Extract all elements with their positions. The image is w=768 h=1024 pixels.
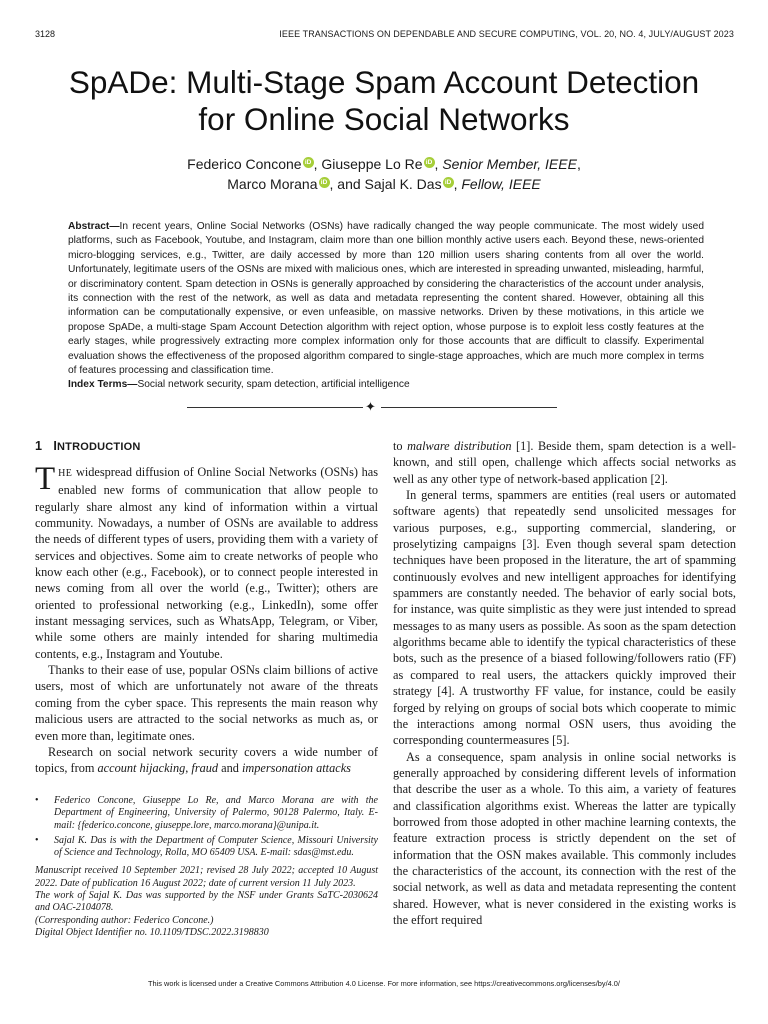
paragraph-text: and — [218, 761, 242, 776]
separator: , — [434, 156, 439, 172]
license-notice: This work is licensed under a Creative Commons Attribution 4.0 License. For more information, see https://creativecommons.org/licenses/by/4.0/ — [148, 979, 620, 988]
index-terms-text: Social network security, spam detection, artificial intelligence — [137, 379, 410, 390]
author-name: Marco Morana — [227, 176, 318, 192]
publication-meta — [35, 865, 378, 939]
section-number: 1 — [35, 439, 43, 453]
separator: , — [453, 176, 458, 192]
author-role: Senior Member, IEEE — [442, 156, 577, 172]
paragraph-text: [1]. Beside them, spam detection is a well-known, and still open, challenge which affects social networks as well as any other type of network-based application [2]. — [393, 439, 736, 486]
title-line-2: for Online Social Networks — [198, 101, 570, 137]
index-terms-label: Index Terms— — [68, 379, 138, 390]
emphasis: malware distribution — [407, 439, 512, 453]
paragraph — [393, 438, 736, 487]
emphasis: fraud — [191, 761, 219, 776]
footnotes — [35, 795, 378, 939]
paragraph — [35, 744, 378, 777]
title-line-1: SpADe: Multi-Stage Spam Account Detection — [68, 64, 700, 100]
paragraph: In general terms, spammers are entities (real users or automated software agents) that repeatedly send unsolicited messages for various purposes, e.g., supporting commercial, slandering, or proselytizing campaigns [3]. Even though several spam detection techniques have been proposed in the literature, the art of spamming continuously evolves and new intelligent approaches for identifying spammers are constantly needed. The behavior of early social bots, for instance, was quite simplistic as they were just intended to spread messages to as many users as possible. As soon as the spam detection algorithms became able to identify the typical characteristics of these bots, such as the presence of a biased following/followers ratio (FF) as compared to real users, the attackers quickly improved their strategy [4]. A trustworthy FF value, for instance, could be easily forged by relying on groups of social bots which cooperate to mimic the interactions among normal OSN users, thus avoiding the corresponding countermeasures [5]. — [393, 488, 736, 748]
orcid-icon[interactable]: iD — [424, 157, 435, 168]
smallcaps-lead: HE — [58, 468, 73, 479]
author-line-2 — [0, 174, 768, 194]
diamond-icon: ✦ — [365, 399, 376, 414]
bullet-icon: • — [35, 795, 39, 806]
orcid-icon[interactable]: iD — [443, 177, 454, 188]
author-role: Fellow, IEEE — [461, 176, 541, 192]
orcid-icon[interactable]: iD — [319, 177, 330, 188]
separator: , and — [329, 176, 361, 192]
section-title-rest: NTRODUCTION — [57, 441, 141, 453]
divider-rule — [187, 407, 363, 408]
page-number: 3128 — [35, 29, 56, 39]
footnote-text: Federico Concone, Giuseppe Lo Re, and Marco Morana are with the Department of Engineering, University of Palermo, 90128 Palermo, Italy. E-mail: {federico.concone, giuseppe.lore, marco.morana}@unipa.it. — [54, 795, 378, 831]
left-column — [35, 461, 378, 777]
emphasis: account hijacking — [97, 761, 186, 776]
emphasis: impersonation attacks — [241, 761, 351, 776]
paragraph: As a consequence, spam analysis in online social networks is generally approached by considering different levels of information that describe the user as a whole. To this aim, a variety of features and classification algorithms exist. Whereas the latter are typically borrowed from those adopted in other machine learning contexts, the feature extraction process is strictly dependent on the set of information that the OSN makes available. This commonly includes the characteristics of the account, its connection with the rest of the social network, as well as data and metadata representing the content shared. However, what is never considered in the existing works is the effort required — [393, 749, 736, 927]
footnote — [35, 835, 378, 860]
abstract-label: Abstract— — [68, 221, 120, 232]
author-name: Sajal K. Das — [364, 176, 442, 192]
index-terms — [68, 378, 704, 392]
doi[interactable]: Digital Object Identifier no. 10.1109/TDSC.2022.3198830 — [35, 926, 269, 938]
drop-cap: T — [35, 461, 56, 497]
separator: , — [313, 156, 318, 172]
paragraph — [35, 461, 378, 662]
paragraph: Thanks to their ease of use, popular OSNs claim billions of active users, most of which are unfortunately not aware of the threats coming from the cyber space. This represents the main reason why malicious users are attracted to the social networks as much as, or even more than, legitimate ones. — [35, 663, 378, 743]
footnote-text: Sajal K. Das is with the Department of Computer Science, Missouri University of Science and Technology, Rolla, MO 65409 USA. E-mail: sdas@mst.edu. — [54, 834, 378, 859]
paragraph-text: widespread diffusion of Online Social Networks (OSNs) has enabled new forms of communication that allow people to regularly share almost any kind of information within a virtual community. Nowadays, a number of OSNs are available to address the needs of different types of users, providing them with a variety of services and objectives. Some aim to create networks of people who know each other (e.g., Facebook), or to connect people interested in news coming from all over the world (e.g., Twitter); others are oriented to professional networking (e.g., LinkedIn), some offer instant messaging services, such as WhatsApp, Telegram, or Viber, while some others are mainly intended for sharing multimedia contents, e.g., Instagram and Youtube. — [35, 465, 378, 661]
funding-note: The work of Sajal K. Das was supported by the NSF under Grants SaTC-2030624 and OAC-2104078. — [35, 890, 378, 914]
author-name: Giuseppe Lo Re — [321, 156, 423, 172]
abstract-text: In recent years, Online Social Networks (OSNs) have radically changed the way people communicate. The most widely used platforms, such as Facebook, Youtube, and Instagram, claim more than one billion monthly active users each. Beyond these, news-oriented micro-blogging services, e.g., Twitter, are daily accessed by more than 120 million users sharing contents from all over the world. Unfortunately, legitimate users of the OSNs are mixed with malicious ones, which are interested in spreading unwanted, misleading, harmful, or discriminatory content. Spam detection in OSNs is generally approached by considering the characteristics of the account under analysis, its connection with the rest of the network, as well as data and metadata representing the content shared. However, obtaining all this information can be computationally expensive, or even unfeasible, on massive networks. Driven by these motivations, in this article we propose SpADe, a multi-stage Spam Account Detection algorithm with reject option, whose purpose is to exploit less costly features at the early stages, while progressively extracting more complex information only for those accounts that are difficult to classify. Experimental evaluation shows the effectiveness of the proposed algorithm compared to single-stage approaches, which are much more complex in terms of features processing and classification time. — [68, 221, 704, 377]
abstract — [68, 220, 704, 378]
footnote — [35, 795, 378, 832]
orcid-icon[interactable]: iD — [303, 157, 314, 168]
separator: , — [576, 156, 581, 172]
running-header: IEEE TRANSACTIONS ON DEPENDABLE AND SECURE COMPUTING, VOL. 20, NO. 4, JULY/AUGUST 2023 — [279, 29, 734, 39]
paper-title — [0, 64, 768, 138]
corresponding-author: (Corresponding author: Federico Concone.) — [35, 914, 214, 926]
bullet-icon: • — [35, 834, 39, 846]
section-title-initial: I — [53, 439, 58, 453]
paragraph-text: to — [393, 439, 408, 453]
divider-rule — [381, 407, 557, 408]
author-name: Federico Concone — [187, 156, 302, 172]
right-column — [393, 438, 736, 928]
paragraph-text: Research on social network security covers a wide number of topics, from — [35, 744, 378, 776]
section-heading — [35, 439, 141, 453]
paragraph-text: , — [185, 761, 192, 776]
author-list — [0, 154, 768, 194]
author-line-1 — [0, 154, 768, 174]
manuscript-dates: Manuscript received 10 September 2021; revised 28 July 2022; accepted 10 August 2022. Date of publication 16 August 2022; date of current version 11 July 2023. — [35, 865, 378, 889]
